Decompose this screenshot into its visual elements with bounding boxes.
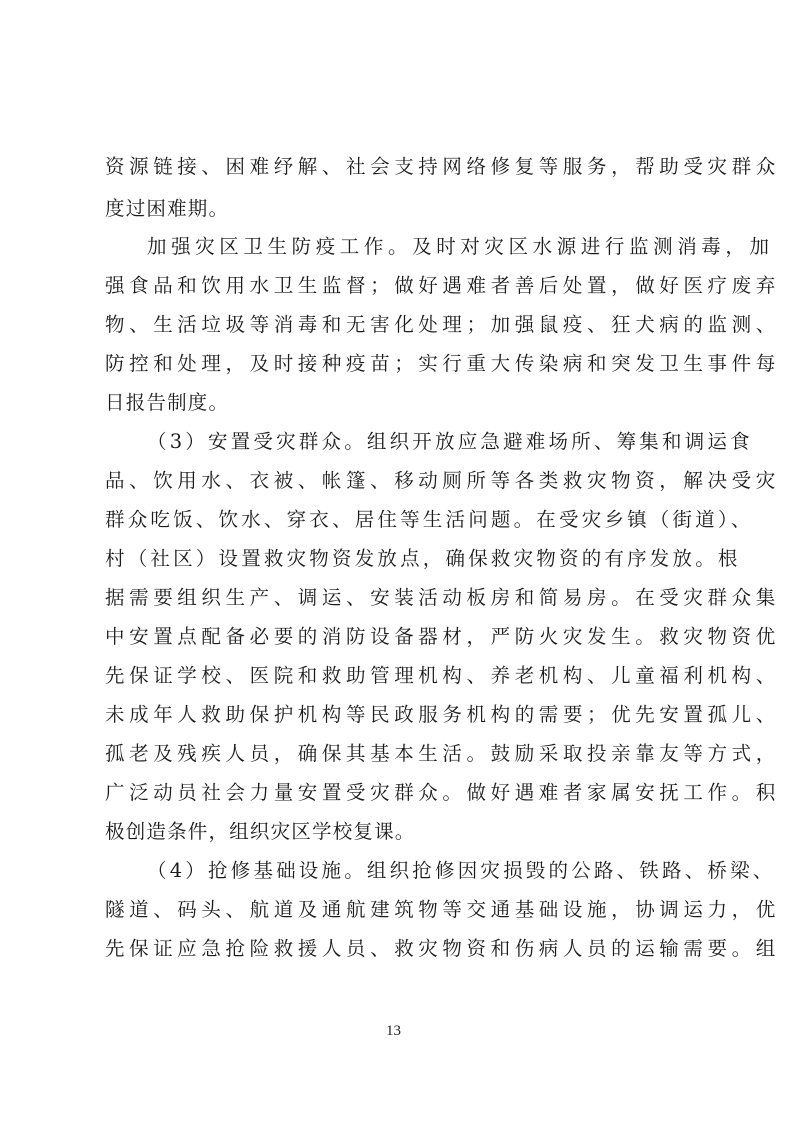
text-line: 先保证学校、医院和救助管理机构、养老机构、儿童福利机构、 [105,664,780,687]
text-line: 群众吃饭、饮水、穿衣、居住等生活问题。在受灾乡镇（街道）、 [105,508,754,531]
text-line: 村（社区）设置救灾物资发放点，确保救灾物资的有序发放。根 [105,547,741,570]
text-line: 资源链接、困难纾解、社会支持网络修复等服务，帮助受灾群众 [105,155,780,178]
text-line: 极创造条件，组织灾区学校复课。 [105,820,416,843]
text-line: （3）安置受灾群众。组织开放应急避难场所、筹集和调运食 [147,430,753,453]
text-line: 加强灾区卫生防疫工作。及时对灾区水源进行监测消毒，加 [147,235,774,258]
text-line: 先保证应急抢险救援人员、救灾物资和伤病人员的运输需要。组 [105,937,780,960]
text-line: 孤老及残疾人员，确保其基本生活。鼓励采取投亲靠友等方式， [105,742,780,765]
text-line: 强食品和饮用水卫生监督；做好遇难者善后处置，做好医疗废弃 [105,274,780,297]
text-line: 据需要组织生产、调运、安装活动板房和简易房。在受灾群众集 [105,586,780,609]
page-number: 13 [386,1023,401,1039]
text-line: 隧道、码头、航道及通航建筑物等交通基础设施，协调运力，优 [105,898,780,921]
text-line: （4）抢修基础设施。组织抢修因灾损毁的公路、铁路、桥梁、 [147,859,776,882]
text-line: 日报告制度。 [105,391,230,414]
text-line: 广泛动员社会力量安置受灾群众。做好遇难者家属安抚工作。积 [105,781,780,804]
text-line: 品、饮用水、衣被、帐篷、移动厕所等各类救灾物资，解决受灾 [105,469,780,492]
text-line: 未成年人救助保护机构等民政服务机构的需要；优先安置孤儿、 [105,703,780,726]
text-line: 物、生活垃圾等消毒和无害化处理；加强鼠疫、狂犬病的监测、 [105,313,780,336]
text-line: 防控和处理，及时接种疫苗；实行重大传染病和突发卫生事件每 [105,352,780,375]
text-line: 中安置点配备必要的消防设备器材，严防火灾发生。救灾物资优 [105,625,780,648]
text-line: 度过困难期。 [105,197,230,220]
